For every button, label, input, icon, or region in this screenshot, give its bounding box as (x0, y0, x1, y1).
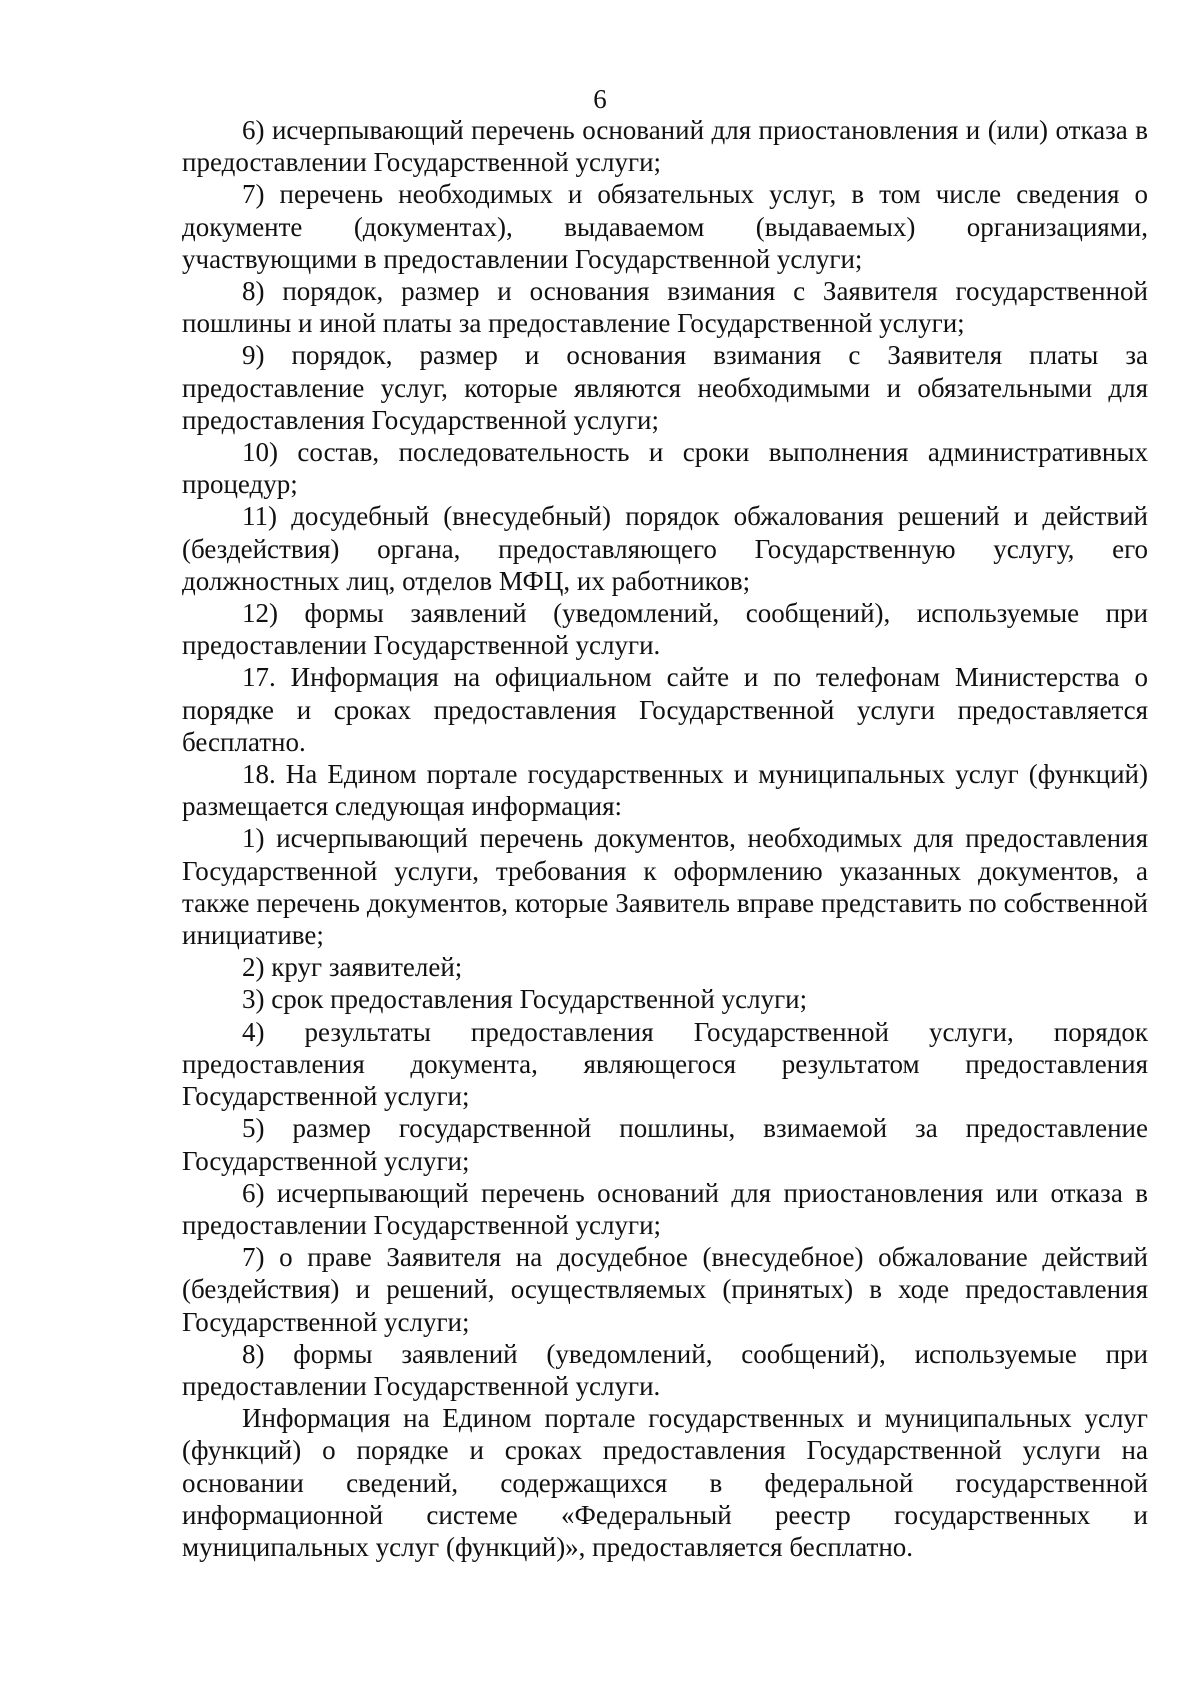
paragraph-list-item: 7) о праве Заявителя на досудебное (внесудебное) обжалование действий (бездействия) и решений, осуществляемых (принятых) в ходе предоставления Государственной услуги; (182, 1242, 1148, 1337)
paragraph-list-item: 10) состав, последовательность и сроки выполнения административных процедур; (182, 437, 1148, 500)
paragraph-list-item: 11) досудебный (внесудебный) порядок обжалования решений и действий (бездействия) органа, предоставляющего Государственную услугу, его должностных лиц, отделов МФЦ, их работников; (182, 501, 1148, 596)
paragraph-closing: Информация на Едином портале государственных и муниципальных услуг (функций) о порядке и сроках предоставления Государственной услуги на основании сведений, содержащихся в федеральной государственной информационной системе «Федеральный реестр государственных и муниципальных услуг (функций)», предоставляется бесплатно. (182, 1403, 1148, 1562)
paragraph-list-item: 12) формы заявлений (уведомлений, сообщений), используемые при предоставлении Государственной услуги. (182, 598, 1148, 661)
paragraph-list-item: 1) исчерпывающий перечень документов, необходимых для предоставления Государственной услуги, требования к оформлению указанных документов, а также перечень документов, которые Заявитель вправе представить по собственной инициативе; (182, 823, 1148, 951)
paragraph-section-17: 17. Информация на официальном сайте и по телефонам Министерства о порядке и сроках предоставления Государственной услуги предоставляется бесплатно. (182, 662, 1148, 757)
paragraph-list-item: 8) порядок, размер и основания взимания с Заявителя государственной пошлины и иной платы за предоставление Государственной услуги; (182, 276, 1148, 339)
paragraph-list-item: 2) круг заявителей; (242, 952, 463, 983)
paragraph-list-item: 7) перечень необходимых и обязательных услуг, в том числе сведения о документе (документах), выдаваемом (выдаваемых) организациями, участвующими в предоставлении Государственной услуги; (182, 179, 1148, 274)
paragraph-list-item: 3) срок предоставления Государственной услуги; (242, 984, 808, 1015)
paragraph-list-item: 4) результаты предоставления Государственной услуги, порядок предоставления документа, являющегося результатом предоставления Государственной услуги; (182, 1016, 1148, 1112)
paragraph-list-item: 8) формы заявлений (уведомлений, сообщений), используемые при предоставлении Государственной услуги. (182, 1338, 1148, 1401)
paragraph-list-item: 6) исчерпывающий перечень оснований для приостановления или отказа в предоставлении Государственной услуги; (182, 1177, 1148, 1240)
page-number: 6 (593, 84, 607, 114)
document-body (182, 114, 1148, 1563)
paragraph-list-item: 6) исчерпывающий перечень оснований для приостановления и (или) отказа в предоставлении Государственной услуги; (182, 115, 1148, 178)
paragraph-list-item: 9) порядок, размер и основания взимания с Заявителя платы за предоставление услуг, которые являются необходимыми и обязательными для предоставления Государственной услуги; (182, 340, 1148, 435)
paragraph-list-item: 5) размер государственной пошлины, взимаемой за предоставление Государственной услуги; (182, 1113, 1148, 1176)
paragraph-section-18: 18. На Едином портале государственных и муниципальных услуг (функций) размещается следующая информация: (182, 759, 1148, 822)
